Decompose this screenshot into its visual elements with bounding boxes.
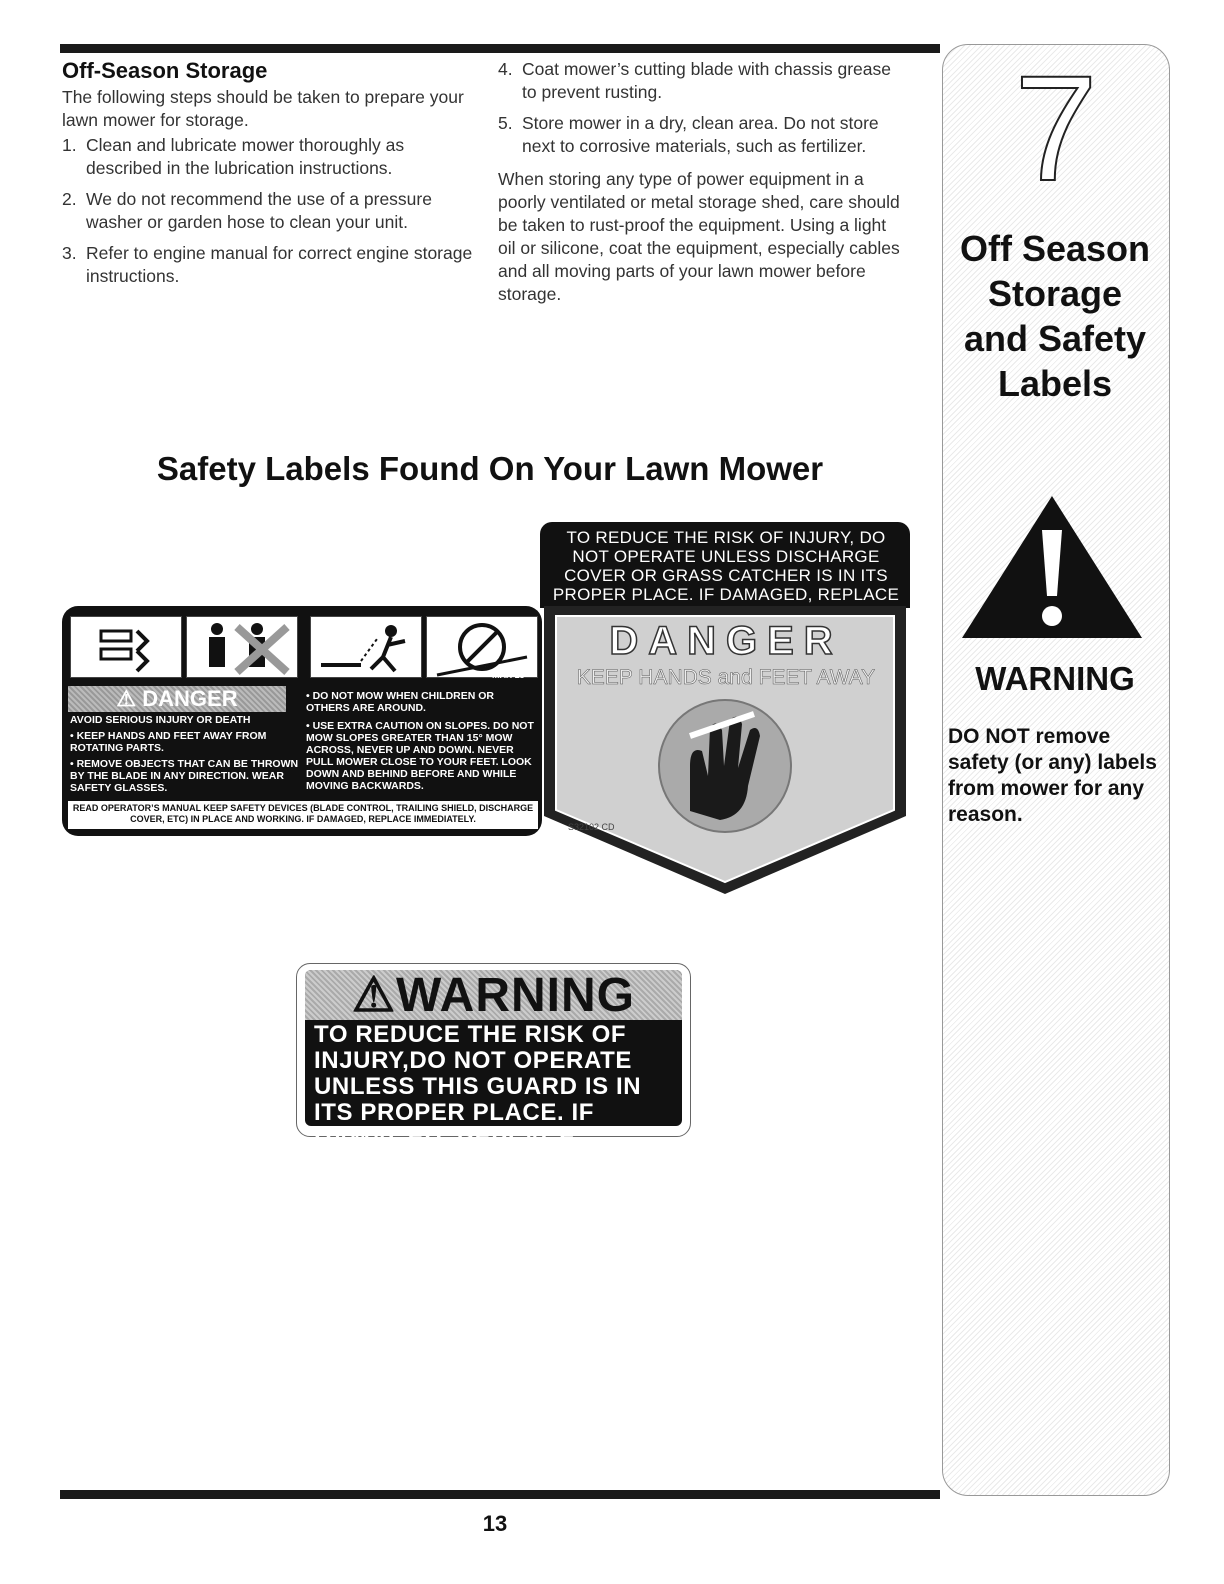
sidebar-warning-text: DO NOT remove safety (or any) labels from mower for any reason. — [948, 725, 1157, 826]
chapter-title: Off Season Storage and Safety Labels — [959, 228, 1151, 404]
part-number: S32102 CD — [568, 822, 615, 832]
danger-right-bullet-1: • DO NOT MOW WHEN CHILDREN OR OTHERS ARE AROUND. — [306, 690, 494, 714]
pictogram-thrown-objects-icon — [310, 616, 422, 678]
list-item: 4. Coat mower’s cutting blade with chassis grease to prevent rusting. — [498, 59, 891, 102]
warning-triangle-icon — [958, 492, 1146, 642]
steps-list-left — [62, 134, 482, 296]
list-item: 2. We do not recommend the use of a pressure washer or garden hose to clean your unit. — [62, 189, 432, 232]
list-item: 1. Clean and lubricate mower thoroughly as described in the lubrication instructions. — [62, 135, 405, 178]
keep-hands-text: KEEP HANDS and FEET AWAY — [576, 666, 876, 689]
pictogram-children-icon — [186, 616, 298, 678]
danger-heading: DANGER — [609, 619, 843, 663]
intro-paragraph: The following steps should be taken to prepare your lawn mower for storage. — [62, 87, 464, 130]
page-number: 13 — [482, 1511, 508, 1536]
danger-left-bullet-2: • REMOVE OBJECTS THAT CAN BE THROWN BY THE BLADE IN ANY DIRECTION. WEAR SAFETY GLASSES. — [70, 758, 299, 794]
chapter-number — [1008, 62, 1104, 192]
max-slope-label: MAX 15° — [492, 670, 529, 680]
read-manual-text: READ OPERATOR’S MANUAL KEEP SAFETY DEVICES (BLADE CONTROL, TRAILING SHIELD, DISCHARGE COVER, ETC) IN PLACE AND WORKING. IF DAMAGED, REPLACE IMMEDIATELY. — [68, 801, 538, 829]
pictogram-slope-icon — [426, 616, 538, 678]
danger-left-bullet-1: • KEEP HANDS AND FEET AWAY FROM ROTATING PARTS. — [70, 730, 267, 754]
avoid-injury-text: AVOID SERIOUS INJURY OR DEATH — [70, 714, 251, 726]
list-item: 3. Refer to engine manual for correct engine storage instructions. — [62, 243, 473, 286]
storage-paragraph: When storing any type of power equipment in a poorly ventilated or metal storage shed, care should be taken to rust-proof the equipment. Using a light oil or silicone, coat the equipment, especially cables and all moving parts of your lawn mower before storage. — [498, 169, 900, 304]
list-item: 5. Store mower in a dry, clean area. Do not store next to corrosive materials, such as fertilizer. — [498, 113, 879, 156]
steps-list-right — [498, 58, 906, 166]
svg-text:7: 7 — [1014, 62, 1098, 192]
warning-decal-text: TO REDUCE THE RISK OF INJURY,DO NOT OPERATE UNLESS THIS GUARD IS IN ITS PROPER PLACE. IF DAMAGED, REPLACE IMMEDIATELY. — [314, 1021, 642, 1178]
section-heading: Off-Season Storage — [62, 58, 268, 83]
sidebar-warning-word: WARNING — [975, 660, 1135, 697]
danger-right-bullet-2: • USE EXTRA CAUTION ON SLOPES. DO NOT MOW SLOPES GREATER THAN 15° MOW ACROSS, NEVER UP AND DOWN. NEVER PULL MOWER CLOSE TO YOUR FEET. LOOK DOWN AND BEHIND BEFORE AND WHILE MOVING BACKWARDS. — [306, 720, 534, 792]
warning-decal-header: ⚠WARNING — [305, 970, 682, 1020]
safety-labels-title: Safety Labels Found On Your Lawn Mower — [156, 450, 824, 487]
danger-decal-top-text: TO REDUCE THE RISK OF INJURY, DO NOT OPERATE UNLESS DISCHARGE COVER OR GRASS CATCHER IS IN ITS PROPER PLACE. IF DAMAGED, REPLACE — [552, 528, 900, 604]
top-rule — [60, 44, 940, 53]
bottom-rule — [60, 1490, 940, 1499]
danger-badge: ⚠ DANGER — [68, 686, 286, 712]
pictogram-read-manual-icon — [70, 616, 182, 678]
